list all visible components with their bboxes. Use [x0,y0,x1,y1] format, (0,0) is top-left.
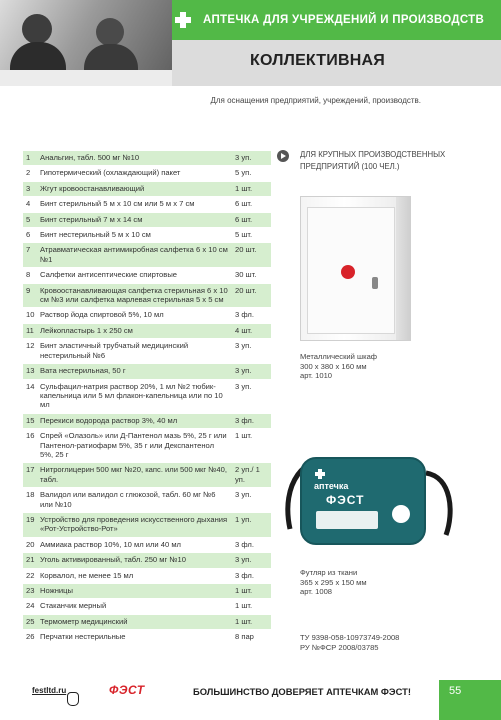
cell-num: 19 [26,514,35,524]
cell-num: 17 [26,465,35,475]
bag-label [316,511,378,529]
cell-num: 14 [26,381,35,391]
table-row [23,166,271,181]
header-title: АПТЕЧКА ДЛЯ УЧРЕЖДЕНИЙ И ПРОИЗВОДСТВ [203,14,485,26]
cell-num: 11 [26,325,34,335]
cell-qty: 2 уп./ 1 уп. [235,465,260,484]
table-row [23,308,271,323]
table-row [23,380,271,414]
person-silhouette [96,18,124,46]
table-row [23,213,271,228]
pointer-hand-icon [67,692,79,706]
cell-num: 8 [26,270,31,280]
table-row [23,243,271,268]
cell-num: 22 [26,570,35,580]
brand-logo: ФЭСТ [109,683,145,697]
cell-name: Аммиака раствор 10%, 10 мл или 40 мл [40,539,181,549]
cabinet-caption-line: Металлический шкаф [300,352,378,361]
cell-num: 24 [26,601,35,611]
plus-icon [175,12,191,28]
cell-name: Кровоостанавливающая салфетка стерильная 6 х 10 см №3 или салфетка марлевая стерильная 5 х 5 см [40,285,228,305]
cell-name: Бинт стерильный 5 м х 10 см или 5 м х 7 см [40,199,195,209]
table-row [23,197,271,212]
cell-num: 21 [26,555,35,565]
cell-qty: 3 фл. [235,310,254,320]
cell-name: Термометр медицинский [40,616,128,626]
person-silhouette [22,14,52,44]
cell-qty: 6 шт. [235,199,253,209]
cell-name: Валидол или валидол с глюкозой, табл. 60 мг №6 или №10 [40,490,216,509]
cell-qty: 3 уп. [235,366,252,376]
cell-name: Лейкопластырь 1 х 250 см [40,325,133,335]
size-note-text: ДЛЯ КРУПНЫХ ПРОИЗВОДСТВЕННЫХ ПРЕДПРИЯТИЙ (100 ЧЕЛ.) [300,150,446,171]
cell-num: 20 [26,539,35,549]
contents-table [23,151,271,646]
header-bar [172,0,501,40]
table-row [23,324,271,339]
cell-num: 9 [26,285,31,295]
bag-caption-line: Футляр из ткани [300,568,358,577]
table-row [23,630,271,645]
cell-qty: 5 шт. [235,230,253,240]
cert-line: ТУ 9398-058-10973749-2008 [300,633,400,642]
cell-name: Перекиси водорода раствор 3%, 40 мл [40,415,178,425]
cell-num: 23 [26,586,35,595]
desk [0,70,172,86]
cell-qty: 30 шт. [235,270,257,280]
cell-name: Уголь активированный, табл. 250 мг №10 [40,555,186,565]
intro-text: Для оснащения предприятий, учреждений, производств. [210,96,421,105]
page-subtitle: КОЛЛЕКТИВНАЯ [250,52,385,69]
table-row [23,488,271,513]
cert-line: РУ №ФСР 2008/03785 [300,642,379,652]
cell-num: 12 [26,341,35,351]
cell-qty: 3 фл. [235,570,254,580]
table-row [23,414,271,429]
cell-name: Анальгин, табл. 500 мг №10 [40,153,140,162]
cell-num: 2 [26,168,31,178]
table-row [23,584,271,599]
cell-qty: 1 шт. [235,431,253,441]
cell-qty: 3 фл. [235,415,254,425]
bag-print-1: аптечка [314,481,349,491]
cell-num: 25 [26,616,35,626]
cell-name: Стаканчик мерный [40,601,107,611]
cell-name: Сульфацил-натрия раствор 20%, 1 мл №2 тюбик-капельница или 5 мл флакон-капельница или по 10 мл [40,381,223,410]
cell-qty: 1 шт. [235,183,253,193]
cell-qty: 3 уп. [235,490,252,500]
table-row [23,339,271,364]
cell-name: Вата нестерильная, 50 г [40,366,126,376]
table-row [23,513,271,538]
slogan: БОЛЬШИНСТВО ДОВЕРЯЕТ АПТЕЧКАМ ФЭСТ! [193,686,411,697]
cell-qty: 6 шт. [235,214,253,224]
cabinet-caption-line: 300 х 380 х 160 мм [300,361,367,371]
cell-num: 5 [26,214,31,224]
cabinet-caption [300,352,377,381]
cell-name: Устройство для проведения искусственного дыхания «Рот-Устройство-Рот» [40,514,228,534]
table-row [23,429,271,463]
cabinet-side [396,197,410,340]
table-row [23,569,271,584]
table-row [23,553,271,568]
table-row [23,228,271,243]
table-row [23,463,271,488]
cabinet-image [300,196,411,341]
cell-qty: 1 шт. [235,586,253,595]
cell-qty: 20 шт. [235,285,257,295]
cell-qty: 3 уп. [235,153,252,162]
cell-num: 13 [26,366,35,376]
cell-name: Ножницы [40,586,73,595]
cell-num: 26 [26,632,35,642]
cell-qty: 3 фл. [235,539,254,549]
cell-name: Спрей «Олазоль» или Д-Пантенол мазь 5%, 25 г или Пантенол-ратиофарм 5%, 35 г или Декспантенол 5%, 25 г [40,431,227,459]
table-row [23,615,271,630]
table-row [23,268,271,283]
cell-num: 4 [26,199,31,209]
emblem-icon [392,505,410,523]
cell-name: Бинт стерильный 7 м х 14 см [40,214,143,224]
cell-qty: 1 шт. [235,616,253,626]
page-number: 55 [439,680,501,720]
cell-name: Атравматическая антимикробная салфетка 6 х 10 см №1 [40,245,228,264]
site-link[interactable]: festltd.ru [32,686,67,695]
bag-caption-line: арт. 1008 [300,587,333,597]
table-row [23,151,271,166]
cell-num: 16 [26,431,35,441]
cell-qty: 1 уп. [235,514,252,524]
cell-qty: 20 шт. [235,245,257,255]
cell-name: Гипотермический (охлаждающий) пакет [40,168,181,178]
cell-num: 3 [26,183,31,193]
table-row [23,182,271,197]
table-row [23,364,271,379]
cell-qty: 5 уп. [235,168,252,178]
cell-name: Нитроглицерин 500 мкг №20, капс. или 500 мкг №40, табл. [40,465,227,484]
table-row [23,599,271,614]
cabinet-caption-line: арт. 1010 [300,371,333,381]
brand-logo-icon [341,265,355,279]
bag-print-2: ФЭСТ [326,493,365,507]
cell-qty: 4 шт. [235,325,253,335]
size-note [277,149,460,172]
bag-image [300,457,426,545]
cell-qty: 1 шт. [235,601,253,611]
cell-num: 10 [26,310,35,320]
cell-qty: 8 пар [235,632,254,642]
cell-name: Раствор йода спиртовой 5%, 10 мл [40,310,164,320]
table-row [23,284,271,309]
cell-num: 6 [26,230,31,240]
plus-icon [315,469,325,479]
cell-qty: 3 уп. [235,381,252,391]
cell-name: Бинт эластичный трубчатый медицинский нестерильный №6 [40,341,189,360]
cell-name: Жгут кровоостанавливающий [40,183,145,193]
cell-name: Бинт нестерильный 5 м х 10 см [40,230,151,240]
certificates [300,633,399,652]
arrow-right-icon [277,150,289,162]
table-row [23,538,271,553]
lock-icon [372,277,378,289]
cell-name: Корвалол, не менее 15 мл [40,570,134,580]
cell-num: 15 [26,415,35,425]
cell-num: 18 [26,490,35,500]
cell-name: Салфетки антисептические спиртовые [40,270,177,280]
cell-qty: 3 уп. [235,555,252,565]
cell-num: 7 [26,245,31,255]
header-photo [0,0,172,86]
cell-num: 1 [26,153,31,162]
bag-caption-line: 365 х 295 х 150 мм [300,577,367,587]
bag-caption [300,568,367,597]
cell-qty: 3 уп. [235,341,252,351]
cell-name: Перчатки нестерильные [40,632,126,642]
